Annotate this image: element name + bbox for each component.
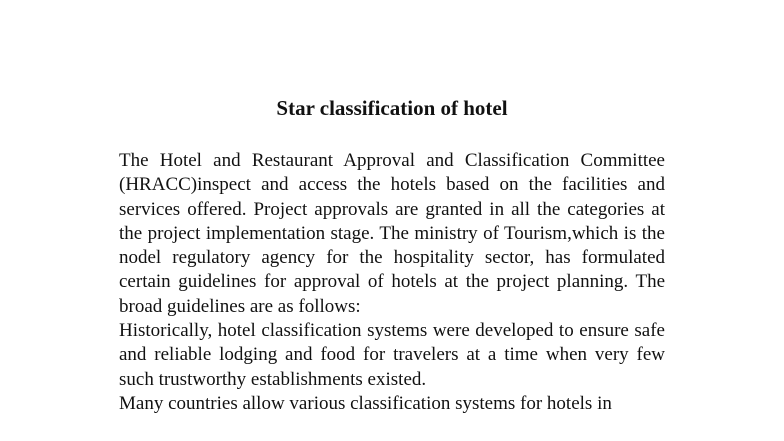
paragraph-hracc: The Hotel and Restaurant Approval and Classification Committee (HRACC)inspect and access the hotels based on the facilities and services offered. Project approvals are granted in all the categories at the project implementation stage. The ministry of Tourism,which is the nodel regulatory agency for the hospitality sector, has formulated certain guidelines for approval of hotels at the project planning. The broad guidelines are as follows: — [119, 150, 665, 317]
paragraph-history: Historically, hotel classification systems were developed to ensure safe and reliable lodging and food for travelers at a time when very few such trustworthy establishments existed. — [119, 320, 665, 390]
document-title: Star classification of hotel — [276, 96, 508, 120]
document-body — [119, 149, 665, 416]
paragraph-countries: Many countries allow various classification systems for hotels in — [119, 392, 612, 414]
